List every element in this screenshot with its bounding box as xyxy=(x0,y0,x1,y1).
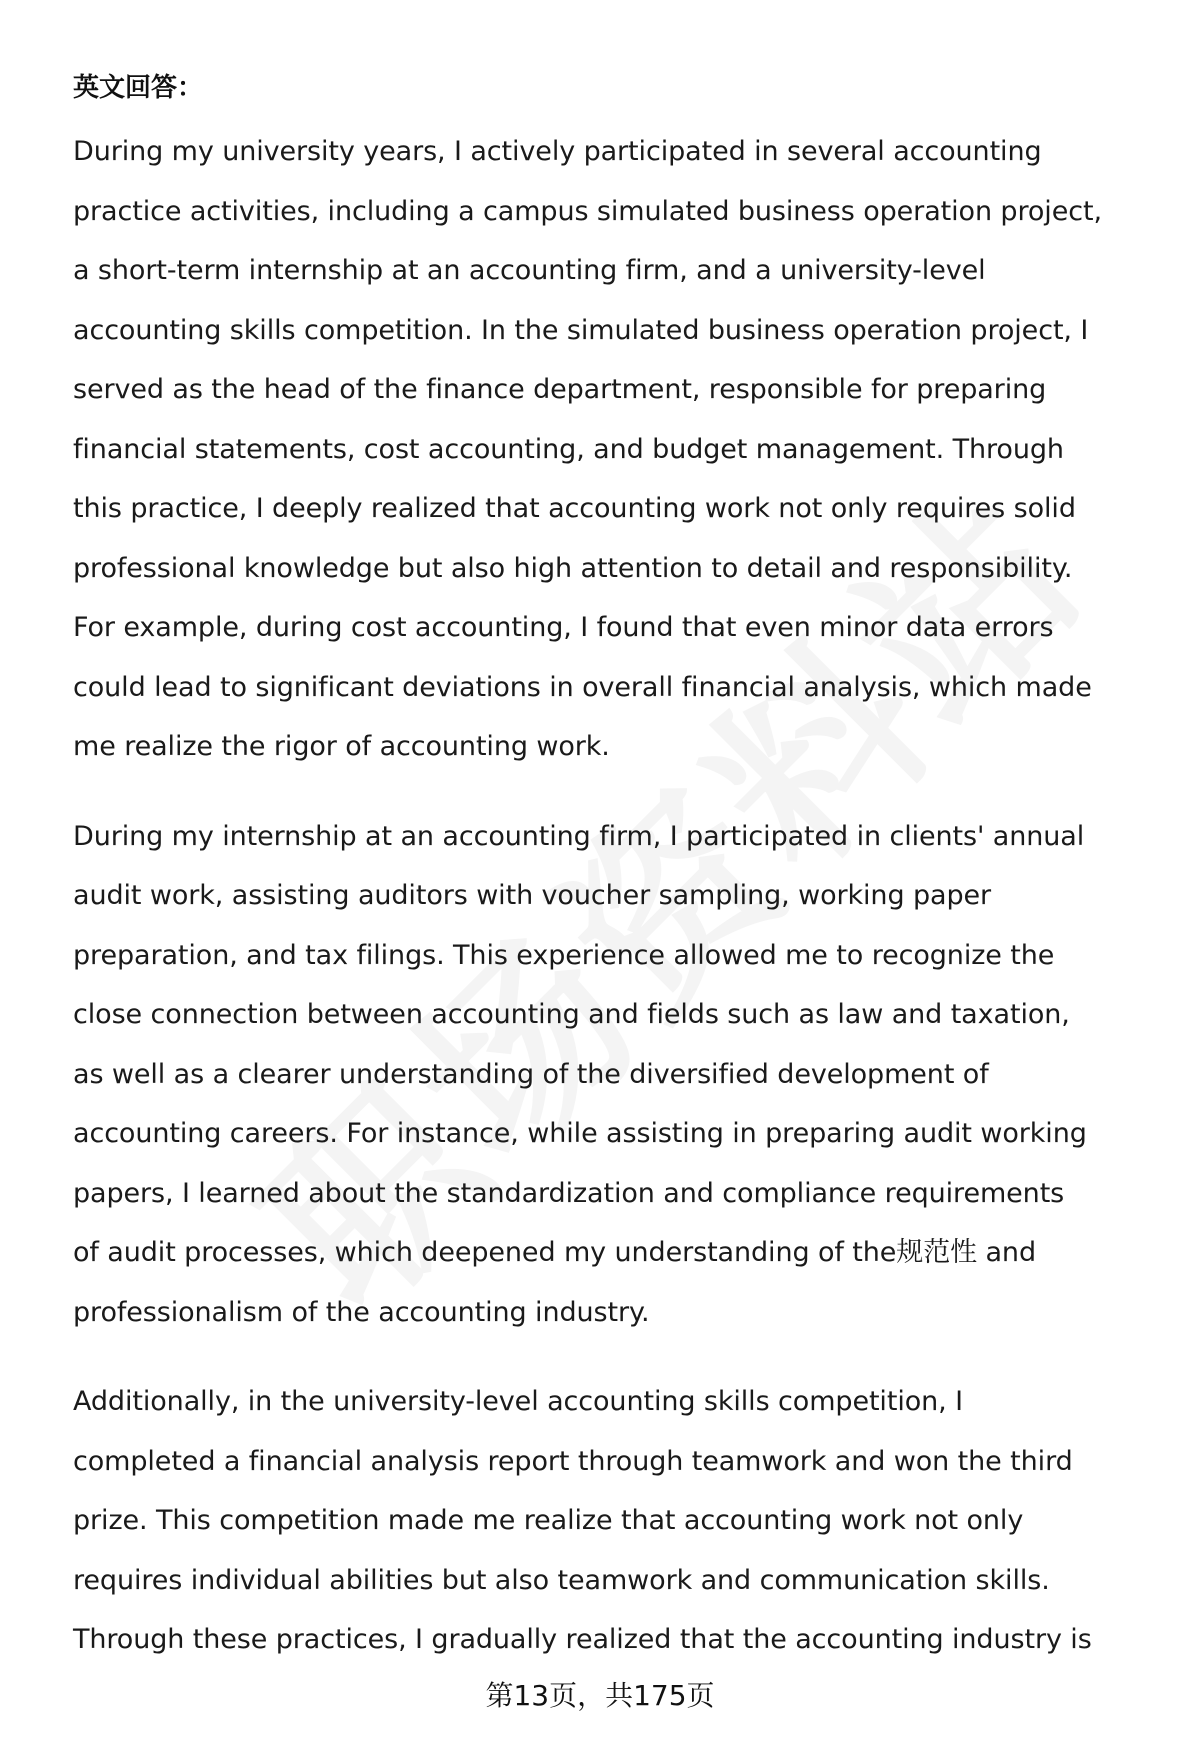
text-line: audit work, assisting auditors with voucher sampling, working paper xyxy=(73,880,991,911)
text-line: Additionally, in the university-level accounting skills competition, I xyxy=(73,1386,963,1417)
section-heading: 英文回答： xyxy=(73,73,204,103)
page-number: 第13页，共175页 xyxy=(485,1679,715,1712)
document-body xyxy=(73,64,1158,1700)
text-line: papers, I learned about the standardization and compliance requirements xyxy=(73,1177,1065,1209)
text-line: professional knowledge but also high attention to detail and responsibility. xyxy=(73,552,1073,584)
text-line: as well as a clearer understanding of the diversified development of xyxy=(73,1058,989,1090)
text-line: this practice, I deeply realized that accounting work not only requires solid xyxy=(73,493,1076,524)
text-line: served as the head of the finance department, responsible for preparing xyxy=(73,374,1047,405)
text-line: accounting skills competition. In the simulated business operation project, I xyxy=(73,314,1089,346)
text-line: For example, during cost accounting, I found that even minor data errors xyxy=(73,612,1054,643)
text-line: accounting careers. For instance, while assisting in preparing audit working xyxy=(73,1118,1087,1149)
text-line: During my internship at an accounting firm, I participated in clients' annual xyxy=(73,820,1085,852)
text-line: could lead to significant deviations in overall financial analysis, which made xyxy=(73,671,1092,703)
paragraph-1 xyxy=(73,122,1158,777)
paragraph-2 xyxy=(73,807,1158,1343)
text-line: a short-term internship at an accounting firm, and a university-level xyxy=(73,255,986,286)
text-line: me realize the rigor of accounting work. xyxy=(73,731,610,762)
text-line: requires individual abilities but also teamwork and communication skills. xyxy=(73,1564,1050,1596)
text-line: of audit processes, which deepened my understanding of the规范性 and xyxy=(73,1237,1036,1268)
text-line: Through these practices, I gradually realized that the accounting industry is xyxy=(73,1624,1092,1655)
text-line: prize. This competition made me realize that accounting work not only xyxy=(73,1505,1024,1536)
text-line: During my university years, I actively participated in several accounting xyxy=(73,136,1042,167)
text-line: close connection between accounting and fields such as law and taxation, xyxy=(73,999,1070,1030)
text-line: practice activities, including a campus simulated business operation project, xyxy=(73,195,1102,227)
text-line: preparation, and tax filings. This experience allowed me to recognize the xyxy=(73,939,1055,971)
text-line: completed a financial analysis report through teamwork and won the third xyxy=(73,1445,1073,1477)
text-line: professionalism of the accounting industry. xyxy=(73,1296,650,1328)
paragraph-3 xyxy=(73,1372,1158,1670)
text-line: financial statements, cost accounting, and budget management. Through xyxy=(73,433,1064,465)
